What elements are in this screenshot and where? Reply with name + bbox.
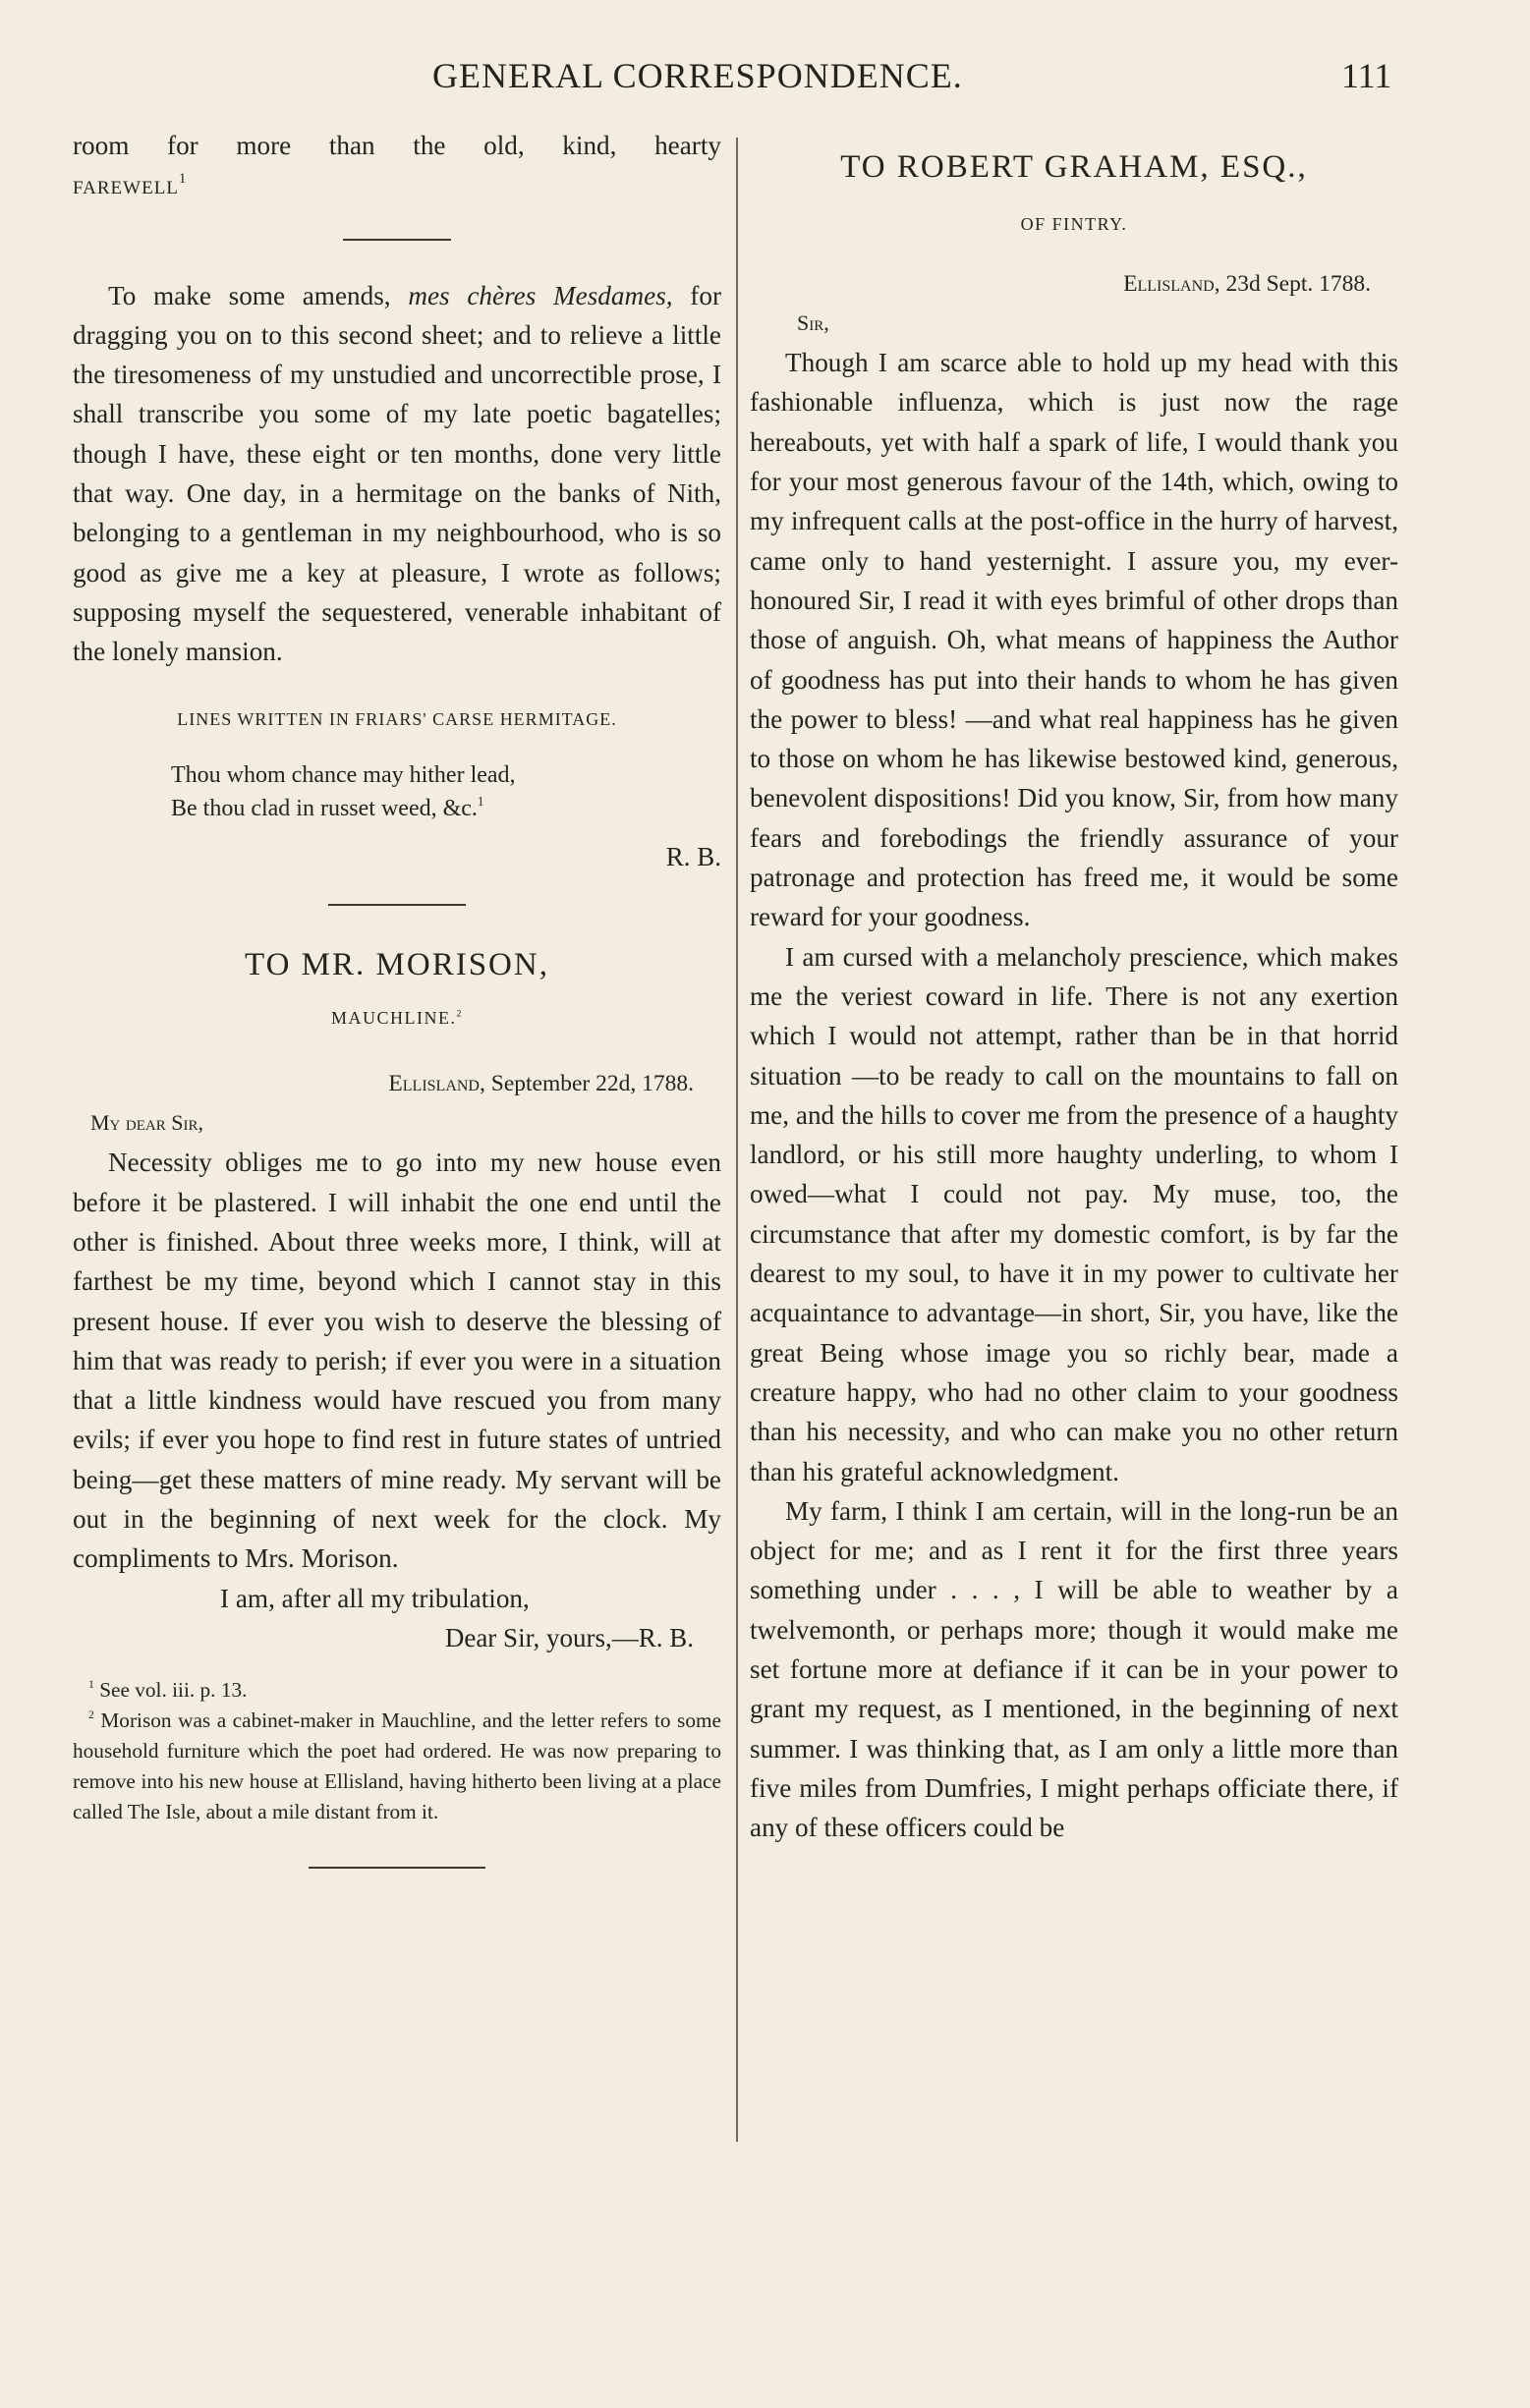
dateline-morison-place: Ellisland, bbox=[388, 1070, 485, 1096]
salutation-graham: Sir, bbox=[797, 309, 829, 335]
letter-graham-para-1: Though I am scarce able to hold up my head with this fashionable influenza, which is just now the rage hereabouts, yet with half a spark of life, I would thank you for your most generous favour of the 14th, which, owing to my infrequent calls at the post-office in the hurry of harvest, came only to hand yesternight. I assure you, my ever-honoured Sir, I read it with eyes brimful of other drops than those of anguish. Oh, what means of happiness the Author of goodness has put into their hands to whom he has given the power to bless! —and what real happiness has he given to those on whom he has likewise bestowed kind, generous, benevolent dispositions! Did you know, Sir, from how many fears and forebodings the friendly assurance of your patronage and protection has freed me, it would be some reward for your goodness. bbox=[750, 348, 1398, 932]
paragraph-bagatelles-italic: mes chères Mesdames, bbox=[408, 280, 673, 310]
poem-title bbox=[73, 700, 721, 739]
end-rule bbox=[309, 1867, 485, 1869]
footnote-2-text: Morison was a cabinet-maker in Mauchline, and the letter refers to some household furniture which the poet had ordered. He was now preparing to remove into his new house at Ellisland, having hitherto been living at a place called The Isle, about a mile distant from it. bbox=[73, 1708, 721, 1824]
running-title: GENERAL CORRESPONDENCE. bbox=[432, 56, 963, 95]
continued-line: room for more than the old, kind, hearty bbox=[73, 131, 721, 160]
closing-line-2: Dear Sir, yours,—R. B. bbox=[444, 1622, 694, 1652]
footnote-2 bbox=[73, 1706, 721, 1827]
letter-subhead-graham: OF FINTRY. bbox=[1020, 214, 1128, 235]
salutation-morison: My dear Sir, bbox=[90, 1110, 203, 1136]
poem-title-text: LINES WRITTEN IN FRIARS' CARSE HERMITAGE. bbox=[177, 708, 617, 729]
letter-heading-morison: TO MR. MORISON, bbox=[245, 947, 549, 983]
footnote-1-marker: 1 bbox=[88, 1678, 94, 1692]
closing-line-1: I am, after all my tribulation, bbox=[220, 1583, 530, 1613]
poem-footnote-ref: 1 bbox=[477, 793, 484, 809]
farewell-line bbox=[73, 165, 721, 208]
poem-line-1: Thou whom chance may hither lead, bbox=[171, 761, 516, 788]
footnote-ref-2: 2 bbox=[456, 1009, 463, 1021]
section-rule-2 bbox=[328, 904, 466, 906]
letter-graham-para-3: My farm, I think I am certain, will in the long-run be an object for me; and as I rent it for the first three years something under . . . , I will be able to weather by a twelvemonth, or perhaps more; though it would make me set fortune more at defiance if it can be in your power to grant my request, as I mentioned, in the beginning of next summer. I was thinking that, as I am only a little more than five miles from Dumfries, I might perhaps officiate there, if any of these officers could be bbox=[750, 1495, 1398, 1843]
footnotes bbox=[73, 1675, 721, 1827]
paragraph-bagatelles-start: To make some amends, bbox=[108, 280, 409, 310]
left-column bbox=[73, 126, 721, 1869]
dateline-graham-date: 23d Sept. 1788. bbox=[1219, 270, 1371, 297]
footnote-1-text: See vol. iii. p. 13. bbox=[99, 1678, 248, 1703]
poem bbox=[73, 758, 721, 825]
letter-graham-para-2: I am cursed with a melancholy prescience, which makes me the veriest coward in life. There is not any exertion which I would not attempt, rather than be in that horrid situation —to be ready to call on the mountains to fall on me, and the hills to cover me from the presence of a haughty landlord, or his still more haughty underling, to whom I owed—what I could not pay. My muse, too, the circumstance that after my domestic comfort, is by far the dearest to my soul, to have it in my power to cultivate her acquaintance to advantage—in short, Sir, you have, like the great Being whose image you so richly bear, made a creature happy, who had no other claim to your goodness than his necessity, and who can make you no other return than his grateful acknowledgment. bbox=[750, 941, 1398, 1486]
page-number: 111 bbox=[1341, 56, 1392, 95]
letter-subhead-morison bbox=[73, 998, 721, 1037]
letter-morison-body: Necessity obliges me to go into my new house even before it be plastered. I will inhabit the one end until the other is finished. About three weeks more, I think, will at farthest be my time, beyond which I cannot stay in this present house. If ever you wish to deserve the blessing of him that was ready to perish; if ever you were in a situation that a little kindness would have rescued you from many evils; if ever you hope to find rest in future states of untried being—get these matters of mine ready. My servant will be out in the beginning of next week for the clock. My compliments to Mrs. Morison. bbox=[73, 1148, 721, 1574]
subhead-morison-text: MAUCHLINE. bbox=[331, 1008, 457, 1029]
dateline-morison bbox=[73, 1064, 721, 1103]
continued-text bbox=[73, 126, 721, 165]
footnote-ref-1: 1 bbox=[178, 171, 187, 188]
dateline-graham-place: Ellisland, bbox=[1123, 270, 1220, 297]
poem-line-2-text: Be thou clad in russet weed, &c. bbox=[171, 795, 478, 821]
signature-rb: R. B. bbox=[665, 841, 721, 871]
dateline-graham bbox=[750, 264, 1398, 304]
footnote-1 bbox=[73, 1675, 721, 1706]
dateline-morison-date: September 22d, 1788. bbox=[484, 1070, 694, 1096]
letter-heading-graham: TO ROBERT GRAHAM, ESQ., bbox=[840, 149, 1308, 185]
right-column bbox=[750, 126, 1398, 1847]
running-header bbox=[0, 55, 1530, 104]
paragraph-bagatelles-rest: for dragging you on to this second sheet; and to relieve a little the tiresomeness of my unstudied and uncorrectible prose, I shall transcribe you some of my late poetic bagatelles; though I have, these eight or ten months, done very little that way. One day, in a hermitage on the banks of Nith, belonging to a gentleman in my neighbourhood, who is so good as give me a key at pleasure, I wrote as follows; supposing myself the sequestered, venerable inhabitant of the lonely mansion. bbox=[73, 280, 722, 667]
paragraph-bagatelles bbox=[73, 276, 721, 672]
section-rule bbox=[343, 239, 451, 241]
poem-line-2 bbox=[171, 792, 721, 825]
farewell-word: FAREWELL bbox=[73, 178, 179, 199]
footnote-2-marker: 2 bbox=[88, 1708, 94, 1722]
column-divider bbox=[736, 138, 738, 2142]
